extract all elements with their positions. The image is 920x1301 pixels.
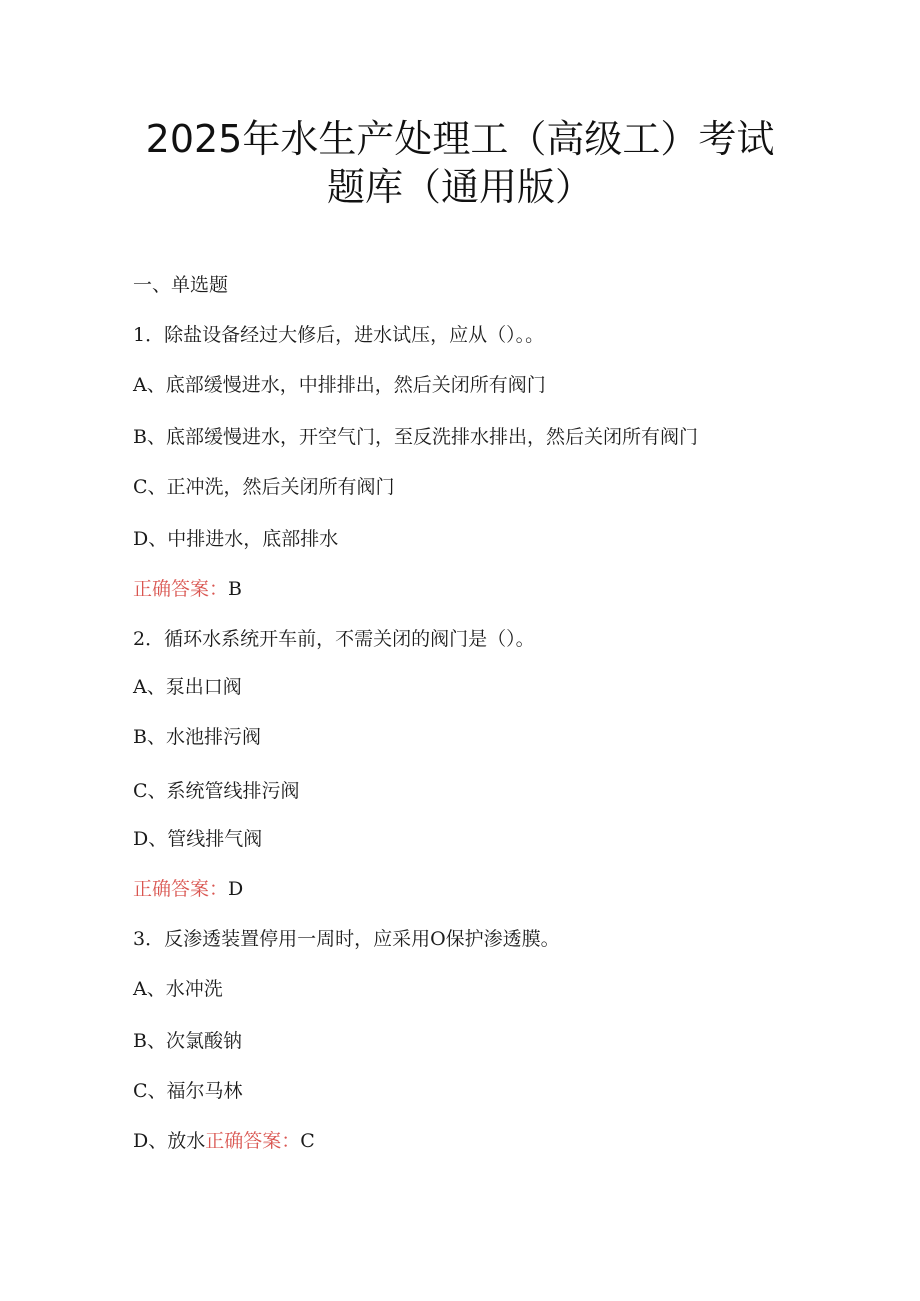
section-heading: 一、单选题 <box>133 274 229 296</box>
question-2-option-a: A、泵出口阀 <box>133 676 242 698</box>
question-1-option-c: C、正冲洗，然后关闭所有阀门 <box>133 476 395 498</box>
question-1-stem: 1．除盐设备经过大修后，进水试压，应从（）。。 <box>133 324 545 346</box>
question-2-option-c: C、系统管线排污阀 <box>133 780 300 802</box>
question-3-option-d: D、放水 <box>133 1130 206 1152</box>
answer-label: 正确答案： <box>205 1130 301 1152</box>
question-3-option-a: A、水冲洗 <box>133 978 223 1000</box>
question-1-answer <box>133 576 242 602</box>
question-2-answer <box>133 876 243 902</box>
question-1-option-b: B、底部缓慢进水，开空气门，至反洗排水排出，然后关闭所有阀门 <box>133 426 698 448</box>
answer-label: 正确答案： <box>133 878 229 900</box>
question-3-option-b: B、次氯酸钠 <box>133 1030 242 1052</box>
answer-label: 正确答案： <box>133 578 229 600</box>
question-3-option-d-with-answer <box>133 1128 315 1154</box>
document-title-line-2: 题库（通用版） <box>326 165 593 209</box>
answer-value: D <box>228 878 244 900</box>
question-1-option-a: A、底部缓慢进水，中排排出，然后关闭所有阀门 <box>133 374 546 396</box>
question-3-option-c: C、福尔马林 <box>133 1080 243 1102</box>
question-2-stem: 2．循环水系统开车前，不需关闭的阀门是（）。 <box>133 628 535 650</box>
answer-value: C <box>300 1130 315 1152</box>
question-3-stem: 3．反渗透装置停用一周时，应采用O保护渗透膜。 <box>133 928 560 950</box>
question-1-option-d: D、中排进水，底部排水 <box>133 528 339 550</box>
question-2-option-b: B、水池排污阀 <box>133 726 261 748</box>
question-2-option-d: D、管线排气阀 <box>133 828 263 850</box>
answer-value: B <box>228 578 242 600</box>
document-title-line-1: 2025年水生产处理工（高级工）考试 <box>145 117 775 161</box>
